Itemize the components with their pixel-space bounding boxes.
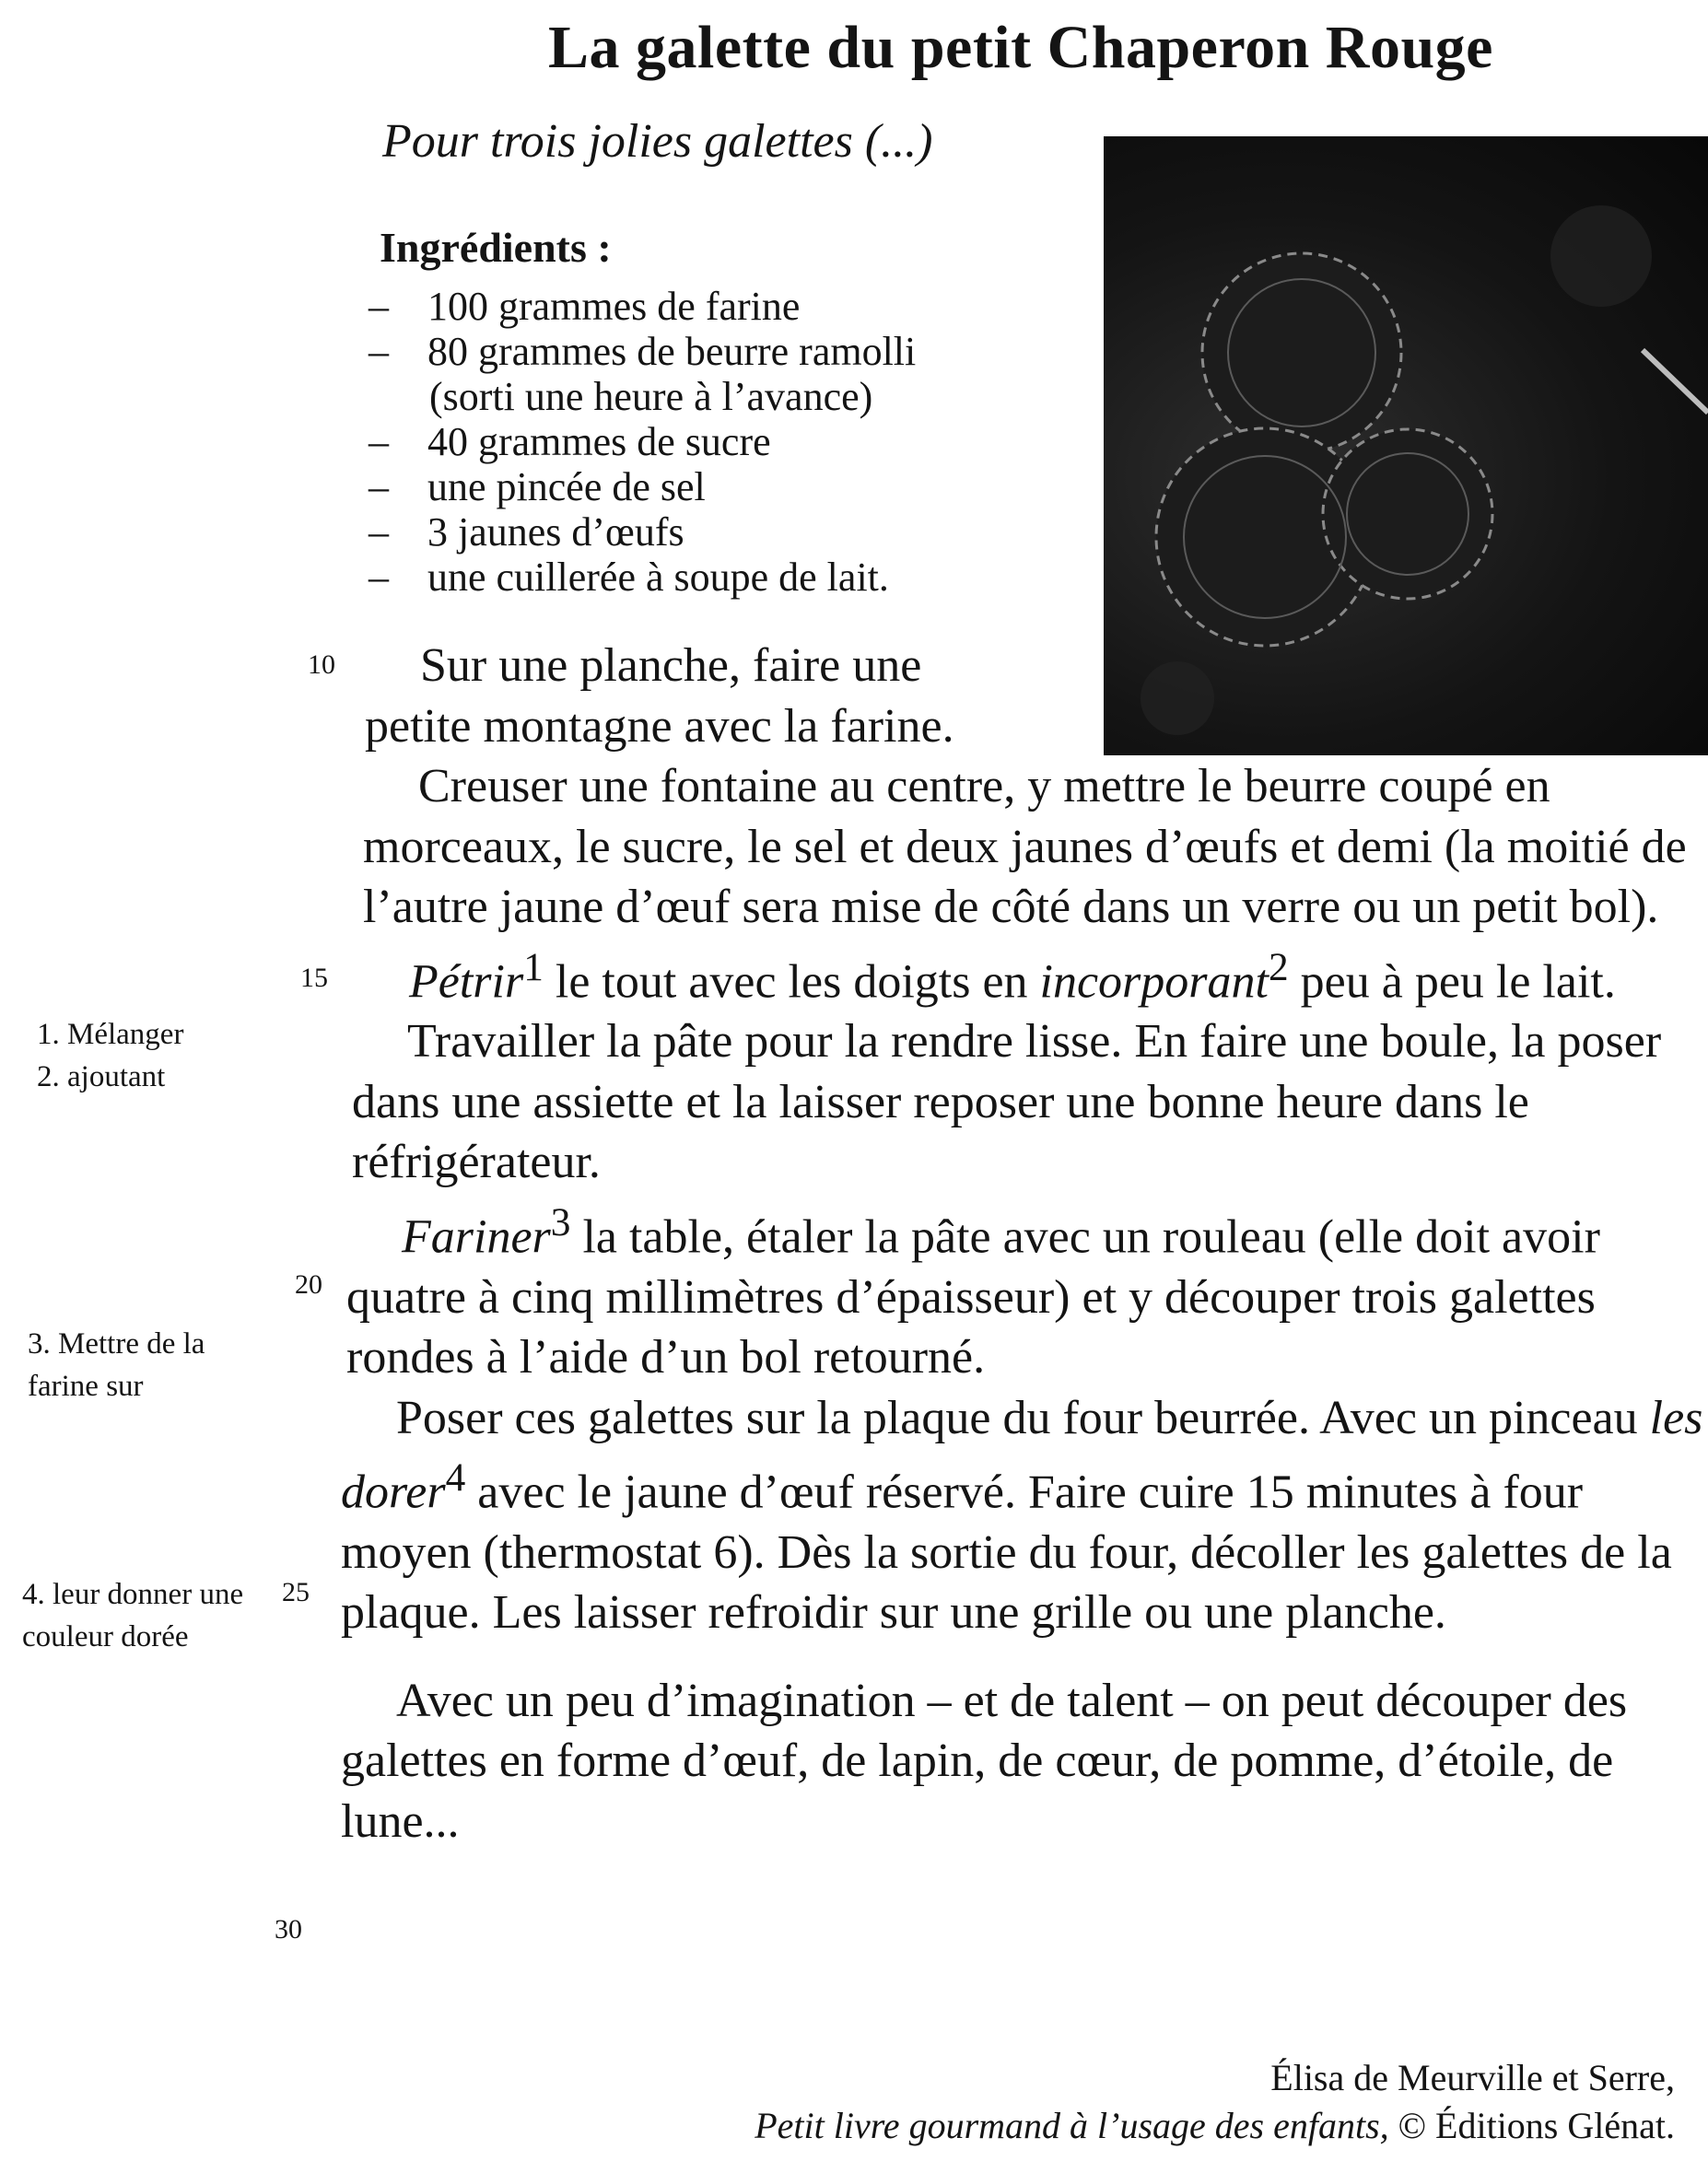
step-paragraph: Poser ces galettes sur la plaque du four beurrée. Avec un pinceau les dorer$^4$ avec le jaune d’œuf réservé. Faire cuire 15 minutes à four moyen (thermostat 6). Dès la sortie du four, décoller les galettes de la plaque. Les laisser refroidir sur une grille ou une planche. — [341, 1391, 1703, 1640]
ingredients-list — [369, 284, 916, 600]
ingredient-text: (sorti une heure à l’avance) — [429, 374, 873, 419]
footnote-ref: 3 — [550, 1199, 571, 1244]
line-number: 25 — [282, 1577, 310, 1607]
line-number: 15 — [300, 963, 328, 993]
ingredient-text: 40 grammes de sucre — [427, 419, 771, 464]
footnote-ref: 4 — [445, 1455, 466, 1501]
ingredient-item — [369, 464, 916, 509]
recipe-steps — [341, 636, 1704, 1851]
galette-shape — [1323, 429, 1492, 599]
list-dash: – — [369, 419, 389, 464]
ingredient-item — [369, 419, 916, 464]
term-incorporant: incorporant — [1039, 954, 1269, 1008]
recipe-subtitle: Pour trois jolies galettes (...) — [382, 115, 933, 168]
line-number: 30 — [275, 1914, 302, 1945]
term-petrir: Pétrir — [409, 954, 524, 1008]
footnote-ref: 1 — [523, 944, 544, 989]
list-dash: – — [369, 329, 389, 374]
gloss-note-2: 2. ajoutant — [37, 1060, 166, 1093]
ingredients-heading: Ingrédients : — [380, 224, 612, 271]
line-number: 10 — [308, 649, 335, 680]
list-dash: – — [369, 555, 389, 600]
ingredient-text: 80 grammes de beurre ramolli — [427, 329, 917, 374]
ingredient-text: une cuillerée à soupe de lait. — [427, 555, 889, 600]
step-paragraph: Travailler la pâte pour la rendre lisse. En faire une boule, la poser dans une assiette et la laisser reposer une bonne heure dans le réfrigérateur. — [352, 1015, 1662, 1189]
gloss-note-3: 3. Mettre de la farine sur — [28, 1327, 205, 1403]
ingredient-continuation — [369, 374, 916, 419]
step-paragraph: Creuser une fontaine au centre, y mettre le beurre coupé en morceaux, le sucre, le sel et deux jaunes d’œufs et demi (la moitié de l’autre jaune d’œuf sera mise de côté dans un verre ou un petit bol). — [363, 760, 1687, 933]
ingredient-text: une pincée de sel — [427, 464, 706, 509]
list-dash: – — [369, 464, 389, 509]
knife-shape — [1643, 350, 1708, 413]
list-dash: – — [369, 284, 389, 329]
page-title: La galette du petit Chaperon Rouge — [548, 14, 1493, 81]
step-paragraph: Avec un peu d’imagination – et de talent – on peut découper des galettes en forme d’œuf, de lapin, de cœur, de pomme, d’étoile, de lune... — [341, 1674, 1628, 1848]
footnote-ref: 2 — [1268, 944, 1289, 989]
credit-author: Élisa de Meurville et Serre, — [1270, 2057, 1675, 2098]
term-fariner: Fariner — [402, 1210, 551, 1264]
credit-source: Petit livre gourmand à l’usage des enfants, © Éditions Glénat. — [755, 2105, 1675, 2146]
ingredient-item — [369, 509, 916, 555]
galette-shape — [1202, 253, 1401, 452]
ingredient-text: 100 grammes de farine — [427, 284, 801, 329]
gloss-note-1: 1. Mélanger — [37, 1018, 184, 1051]
ingredient-text: 3 jaunes d’œufs — [427, 509, 684, 555]
step-paragraph: Sur une planche, faire une petite montagne avec la farine. — [365, 639, 954, 753]
step-paragraph: Pétrir$^1$ le tout avec les doigts en incorporant$^2$ peu à peu le lait. — [409, 944, 1616, 1008]
gloss-note-4: 4. leur donner une couleur dorée — [22, 1578, 244, 1653]
source-credit — [755, 2054, 1675, 2150]
line-number: 20 — [295, 1269, 322, 1300]
term-les-dorer: les dorer — [341, 1391, 1703, 1519]
list-dash: – — [369, 509, 389, 555]
ingredient-item — [369, 555, 916, 600]
step-paragraph: Fariner$^3$ la table, étaler la pâte avec un rouleau (elle doit avoir quatre à cinq millimètres d’épaisseur) et y découper trois galettes rondes à l’aide d’un bol retourné. — [346, 1199, 1600, 1384]
ingredient-item — [369, 284, 916, 329]
ingredient-item — [369, 329, 916, 374]
